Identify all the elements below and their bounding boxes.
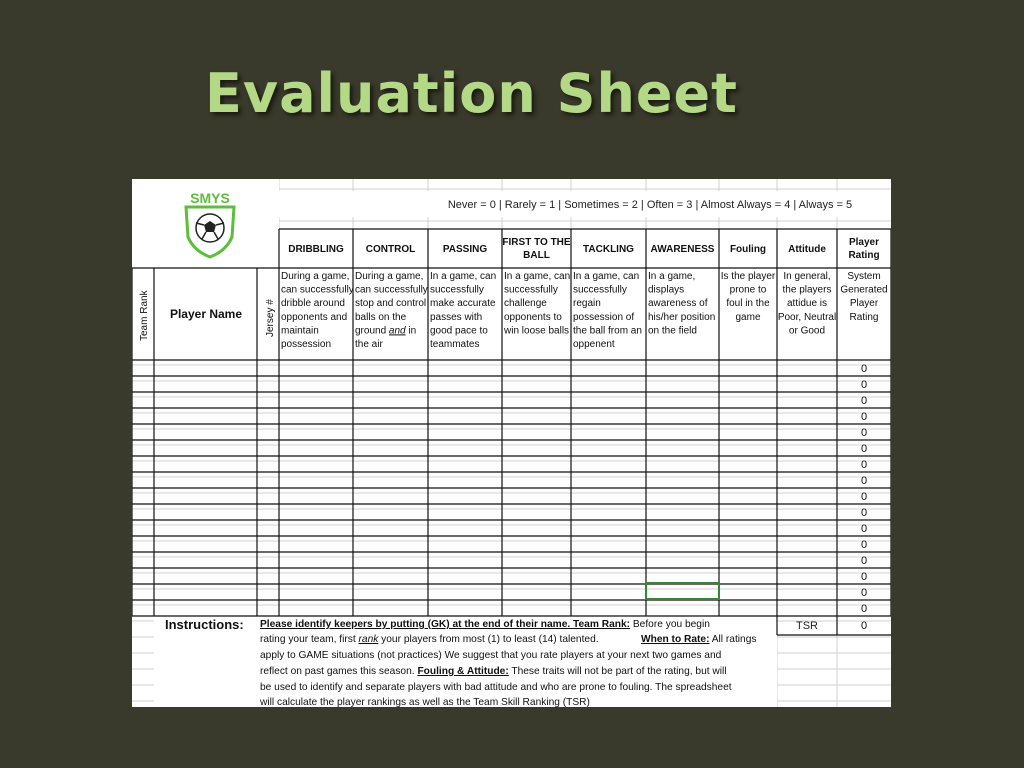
- instr-l5: be used to identify and separate players with bad attitude and who are prone to fouling. The spreadsheet: [260, 682, 732, 693]
- skill-header-5-0: AWARENESS: [650, 244, 715, 255]
- skill-desc-0-1: can successfully: [281, 284, 354, 296]
- skill-desc-0-4: maintain: [281, 325, 319, 337]
- player-rating-value: 0: [860, 571, 868, 583]
- skill-desc-7-1: the players: [782, 284, 832, 296]
- skill-header-8-1: Rating: [848, 250, 880, 261]
- svg-text:reflect on past games this sea: [260, 666, 727, 677]
- skill-desc-8-3: Rating: [849, 311, 879, 323]
- svg-text:Please identify keepers by put: [260, 619, 710, 630]
- skill-desc-2-5: teammates: [430, 339, 480, 350]
- player-rating-value: 0: [860, 603, 868, 615]
- skill-desc-8-1: Generated: [840, 284, 888, 296]
- skill-desc-2-2: make accurate: [430, 298, 496, 310]
- skill-desc-1-0: During a game,: [355, 271, 424, 282]
- skill-header-3-0: FIRST TO THE: [502, 237, 571, 248]
- evaluation-sheet: [132, 179, 891, 707]
- skill-header-7-0: Attitude: [788, 244, 826, 255]
- skill-desc-2-3: passes with: [430, 311, 483, 323]
- player-rating-value: 0: [860, 363, 868, 375]
- skill-desc-3-1: successfully: [504, 284, 558, 296]
- instructions-label: Instructions:: [165, 617, 244, 632]
- skill-desc-5-0: In a game,: [648, 271, 696, 282]
- skill-desc-1-5: the air: [355, 339, 383, 350]
- player-rating-value: 0: [860, 411, 868, 423]
- skill-desc-4-3: possession of: [573, 311, 635, 323]
- logo-text: SMYS: [190, 190, 230, 206]
- player-rating-value: 0: [860, 427, 868, 439]
- skill-desc-2-1: successfully: [430, 284, 484, 296]
- skill-desc-5-2: awareness of: [648, 298, 708, 310]
- instr-l3: apply to GAME situations (not practices) We suggest that you rate players at your next two games and: [260, 650, 722, 661]
- skill-desc-5-1: displays: [648, 284, 685, 296]
- skill-desc-7-4: or Good: [788, 325, 826, 337]
- skill-header-2-0: PASSING: [442, 244, 488, 255]
- instr-l1-bold: Please identify keepers by putting (GK) at the end of their name. Team Rank:: [260, 619, 631, 630]
- skill-desc-0-0: During a game,: [281, 271, 350, 282]
- rating-scale: Never = 0 | Rarely = 1 | Sometimes = 2 | Often = 3 | Almost Always = 4 | Always = 5: [447, 199, 853, 211]
- instr-l2-rank: rank: [358, 634, 379, 645]
- skill-desc-6-1: prone to: [729, 284, 767, 296]
- skill-desc-2-4: good pace to: [430, 325, 488, 337]
- skill-header-6-0: Fouling: [729, 244, 767, 255]
- player-rating-value: 0: [860, 523, 868, 535]
- skill-header-0-0: DRIBBLING: [288, 244, 344, 255]
- instr-l2-when: When to Rate:: [641, 634, 710, 645]
- skill-desc-3-4: win loose balls: [504, 325, 570, 337]
- player-rating-value: 0: [860, 379, 868, 391]
- skill-desc-1-3: balls on the: [355, 311, 407, 323]
- player-rating-value: 0: [860, 395, 868, 407]
- instr-l4-fouling: Fouling & Attitude:: [417, 666, 509, 677]
- skill-desc-4-2: regain: [573, 298, 601, 310]
- player-rating-value: 0: [860, 507, 868, 519]
- jersey-header: Jersey #: [265, 299, 276, 337]
- player-rating-value: 0: [860, 555, 868, 567]
- skill-desc-7-2: attidue is: [786, 298, 828, 310]
- skill-desc-5-4: on the field: [648, 325, 697, 337]
- skill-desc-7-0: In general,: [783, 271, 831, 282]
- team-rank-header: Team Rank: [139, 290, 150, 341]
- club-logo: [186, 190, 234, 257]
- skill-desc-2-0: In a game, can: [430, 271, 497, 282]
- svg-text:rating your team, first rank y: [260, 634, 599, 645]
- skill-desc-1-2: stop and control: [355, 298, 427, 310]
- player-rating-value: 0: [860, 539, 868, 551]
- skill-desc-0-5: possession: [281, 339, 332, 350]
- instr-l1-text: Before you begin: [630, 619, 710, 630]
- player-rating-value: 0: [860, 475, 868, 487]
- skill-desc-3-3: opponents to: [504, 311, 562, 323]
- instr-l2-b: your players from most (1) to least (14) talented.: [378, 634, 599, 645]
- skill-desc-5-3: his/her position: [648, 311, 716, 323]
- player-rating-value: 0: [860, 491, 868, 503]
- skill-desc-6-3: game: [735, 311, 761, 323]
- skill-desc-0-3: opponents and: [281, 311, 348, 323]
- skill-header-4-0: TACKLING: [583, 244, 634, 255]
- slide-title: Evaluation Sheet: [205, 62, 738, 125]
- instr-l2-a: rating your team, first: [260, 634, 359, 645]
- instr-l6: will calculate the player rankings as well as the Team Skill Ranking (TSR): [260, 697, 590, 707]
- tsr-label: TSR: [796, 620, 818, 632]
- player-name-header: Player Name: [169, 307, 243, 321]
- skill-desc-3-2: challenge: [504, 298, 547, 310]
- player-rating-value: 0: [860, 443, 868, 455]
- skill-desc-6-0: Is the player: [720, 271, 776, 282]
- skill-desc-8-0: System: [847, 271, 881, 282]
- skill-desc-8-2: Player: [849, 298, 879, 310]
- svg-text:When to Rate: All ratings: [641, 634, 756, 645]
- skill-desc-6-2: foul in the: [726, 298, 770, 310]
- instr-l2-c: All ratings: [709, 634, 757, 645]
- skill-desc-4-0: In a game, can: [573, 271, 640, 282]
- skill-desc-4-1: successfully: [573, 284, 627, 296]
- skill-desc-4-5: oppenent: [573, 339, 615, 350]
- skill-header-3-1: BALL: [523, 250, 550, 261]
- player-rating-value: 0: [860, 459, 868, 471]
- skill-desc-4-4: the ball from an: [573, 325, 642, 337]
- instr-l4-a: reflect on past games this season.: [260, 666, 418, 677]
- skill-desc-3-0: In a game, can: [504, 271, 571, 282]
- skill-header-1-0: CONTROL: [365, 244, 416, 255]
- instr-l4-c: These traits will not be part of the rating, but will: [508, 666, 727, 677]
- skill-desc-1-4: ground and in: [355, 325, 417, 337]
- skill-desc-0-2: dribble around: [281, 298, 345, 310]
- tsr-value: 0: [860, 620, 868, 632]
- skill-desc-7-3: Poor, Neutral: [777, 311, 837, 323]
- skill-header-8-0: Player: [848, 237, 880, 248]
- player-rating-value: 0: [860, 587, 868, 599]
- skill-desc-1-1: can successfully: [355, 284, 428, 296]
